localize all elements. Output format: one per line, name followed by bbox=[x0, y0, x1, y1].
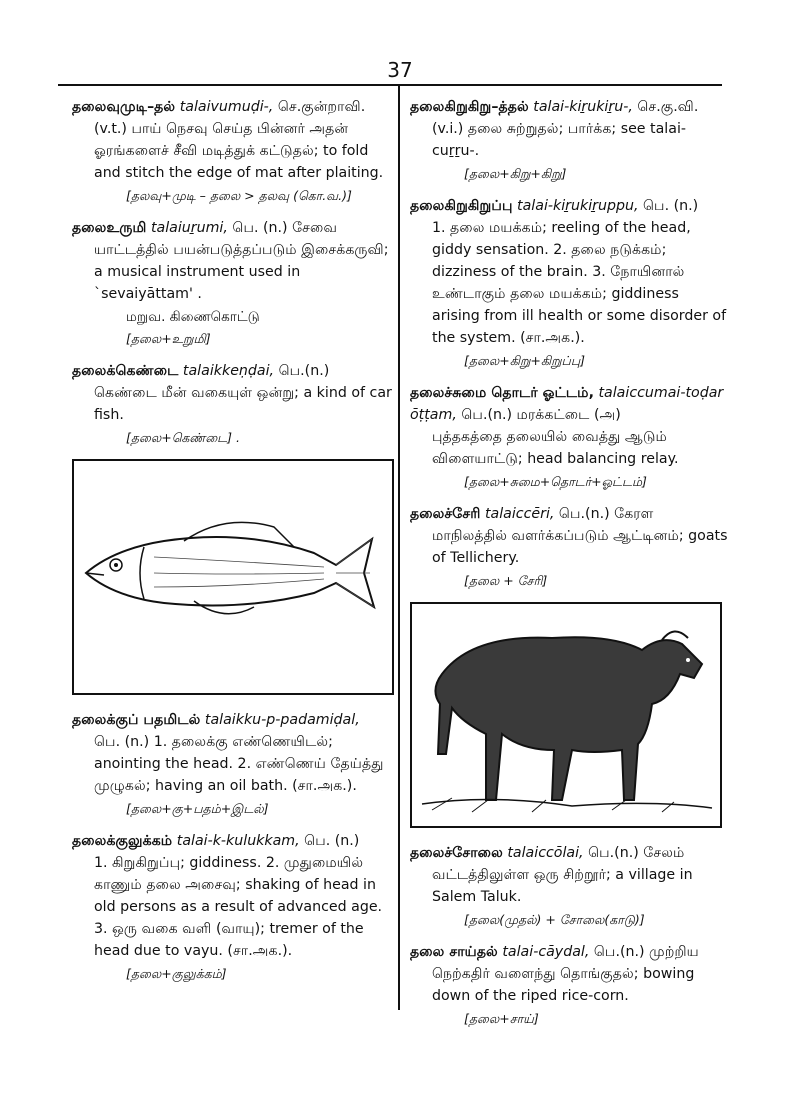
grammar-label: பெ.(n.) bbox=[274, 363, 330, 379]
transliteration: talaikkeṇḍai, bbox=[182, 363, 275, 379]
left-column bbox=[72, 96, 392, 995]
synonym: மறுவ. கிணைகொட்டு bbox=[126, 309, 260, 325]
dictionary-entry bbox=[410, 941, 730, 1007]
transliteration: talai-cāydal, bbox=[502, 944, 590, 960]
dictionary-entry bbox=[72, 96, 392, 184]
goat-icon bbox=[412, 604, 720, 826]
etymology: [தலை+கெண்டை] . bbox=[126, 430, 240, 445]
headword: தலை சாய்தல் bbox=[410, 944, 498, 960]
fish-icon bbox=[74, 461, 392, 693]
transliteration: talaikku-p-padamiḍal, bbox=[204, 712, 360, 728]
dictionary-entry bbox=[72, 709, 392, 797]
etymology: [தலவு+முடி – தலை > தலவு (கொ.வ.)] bbox=[126, 188, 352, 203]
headword: தலைக்குப் பதமிடல் bbox=[72, 712, 201, 728]
etymology: [தலை+கிறு+கிறு] bbox=[464, 166, 567, 181]
grammar-label: செ.கு.வி. bbox=[632, 99, 699, 115]
definition: 1. கிறுகிறுப்பு; giddiness. 2. முதுமையில் காணும் தலை அசைவு; shaking of head in old persons as a result of advanced age. 3. ஒரு வகை வளி (வாயு); tremer of the head due to vayu. (சா.அக.). bbox=[94, 855, 383, 959]
transliteration: talaiccumai-toḍar ōṭṭam, bbox=[410, 385, 724, 423]
grammar-label: பெ. (n.) bbox=[299, 833, 360, 849]
dictionary-entry bbox=[72, 360, 392, 426]
dictionary-entry bbox=[410, 195, 730, 349]
definition: (v.t.) பாய் நெசவு செய்த பின்னர் அதன் ஓரங்களைச் சீவி மடித்துக் கட்டுதல்; to fold and stitch the edge of mat after plaiting. bbox=[94, 121, 384, 181]
transliteration: talaiccōlai, bbox=[507, 845, 584, 861]
definition: யாட்டத்தில் பயன்படுத்தப்படும் இசைக்கருவி; a musical instrument used in `sevaiyāttam' . bbox=[94, 242, 389, 302]
definition: மாநிலத்தில் வளர்க்கப்படும் ஆட்டினம்; goats of Tellichery. bbox=[432, 528, 728, 566]
definition: பெ. (n.) 1. தலைக்கு எண்ணெயிடல்; anointing the head. 2. எண்ணெய் தேய்த்து முழுகல்; having an oil bath. (சா.அக.). bbox=[94, 734, 384, 794]
definition: (v.i.) தலை சுற்றுதல்; பார்க்க; see talai-cuṟṟu-. bbox=[432, 121, 687, 159]
dictionary-entry bbox=[72, 830, 392, 962]
etymology: [தலை+உறுமி] bbox=[126, 331, 211, 346]
transliteration: talai-k-kulukkam, bbox=[176, 833, 300, 849]
grammar-label: பெ.(n.) கேரள bbox=[554, 506, 654, 522]
page-number: 37 bbox=[387, 58, 413, 82]
etymology: [தலை+சாய்] bbox=[464, 1011, 539, 1026]
grammar-label: பெ. (n.) சேவை bbox=[227, 220, 338, 236]
headword: தலைச்சோலை bbox=[410, 845, 503, 861]
headword: தலைவுமுடி–தல் bbox=[72, 99, 176, 115]
headword: தலைக்குலுக்கம் bbox=[72, 833, 173, 849]
transliteration: talai-kiṟukiṟu-, bbox=[533, 99, 633, 115]
headword: தலைக்கெண்டை bbox=[72, 363, 179, 379]
fish-illustration bbox=[72, 459, 394, 695]
dictionary-entry bbox=[410, 96, 730, 162]
definition: 1. தலை மயக்கம்; reeling of the head, giddy sensation. 2. தலை நடுக்கம்; dizziness of the brain. 3. நோயினால் உண்டாகும் தலை மயக்கம்; giddiness arising from ill health or some disorder of the system. (சா.அக.). bbox=[432, 220, 727, 346]
headword: தலைகிறுகிறுப்பு bbox=[410, 198, 513, 214]
definition: வட்டத்திலுள்ள ஒரு சிற்றூர்; a village in Salem Taluk. bbox=[432, 867, 693, 905]
headword: தலைச்சேரி bbox=[410, 506, 481, 522]
etymology: [தலை+கு+பதம்+இடல்] bbox=[126, 801, 269, 816]
right-column bbox=[410, 96, 730, 1040]
grammar-label: பெ. (n.) bbox=[638, 198, 699, 214]
headword: தலைச்சுமை தொடர் ஓட்டம், bbox=[410, 385, 594, 401]
definition: கெண்டை மீன் வகையுள் ஒன்று; a kind of car fish. bbox=[94, 385, 392, 423]
transliteration: talai-kiṟukiṟuppu, bbox=[517, 198, 639, 214]
etymology: [தலை+சுமை+தொடர்+ஓட்டம்] bbox=[464, 474, 647, 489]
dictionary-entry bbox=[410, 382, 730, 470]
goat-illustration bbox=[410, 602, 722, 828]
dictionary-entry bbox=[72, 217, 392, 305]
grammar-label: செ.குன்றாவி. bbox=[273, 99, 366, 115]
etymology: [தலை(முதல்) + சோலை(காடு)] bbox=[464, 912, 645, 927]
transliteration: talaiuṟumi, bbox=[150, 220, 228, 236]
dictionary-entry bbox=[410, 503, 730, 569]
definition: புத்தகத்தை தலையில் வைத்து ஆடும் விளையாட்டு; head balancing relay. bbox=[432, 429, 679, 467]
headword: தலைஉருமி bbox=[72, 220, 147, 236]
transliteration: talaivumuḍi-, bbox=[179, 99, 274, 115]
dictionary-entry bbox=[410, 842, 730, 908]
definition: நெற்கதிர் வளைந்து தொங்குதல்; bowing down of the riped rice-corn. bbox=[432, 966, 695, 1004]
grammar-label: பெ.(n.) சேலம் bbox=[583, 845, 685, 861]
etymology: [தலை + சேரி] bbox=[464, 573, 548, 588]
header-rule bbox=[58, 84, 722, 86]
grammar-label: பெ.(n.) முற்றிய bbox=[589, 944, 699, 960]
headword: தலைகிறுகிறு–த்தல் bbox=[410, 99, 529, 115]
grammar-label: பெ.(n.) மரக்கட்டை (அ) bbox=[456, 407, 621, 423]
etymology: [தலை+குலுக்கம்] bbox=[126, 966, 227, 981]
transliteration: talaiccēri, bbox=[484, 506, 555, 522]
column-divider bbox=[398, 86, 400, 1010]
etymology: [தலை+கிறு+கிறுப்பு] bbox=[464, 353, 586, 368]
